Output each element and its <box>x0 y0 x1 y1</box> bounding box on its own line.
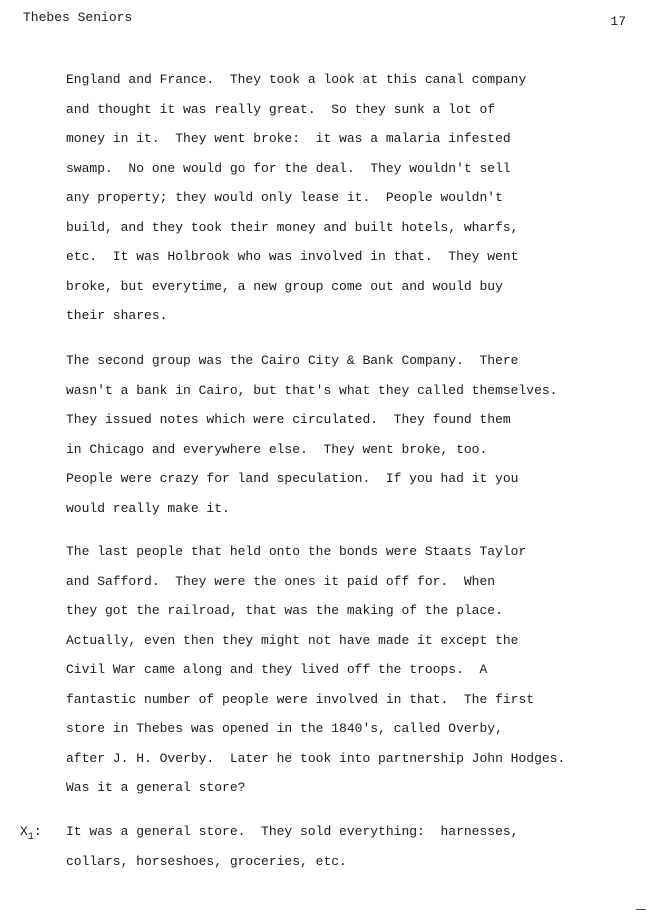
text-line: wasn't a bank in Cairo, but that's what they called themselves. <box>66 382 558 398</box>
text-line: and Safford. They were the ones it paid off for. When <box>66 573 496 589</box>
page-header <box>23 10 626 30</box>
speaker-letter: X <box>20 824 28 839</box>
text-line: fantastic number of people were involved in that. The first <box>66 691 535 707</box>
text-line: their shares. <box>66 308 168 323</box>
text-line: People were crazy for land speculation. If you had it you <box>66 471 519 486</box>
text-line: collars, horseshoes, groceries, etc. <box>66 853 347 869</box>
paragraph-canal-company <box>66 70 646 336</box>
text-line: swamp. No one would go for the deal. They wouldn't sell <box>66 160 511 176</box>
speaker-label <box>20 822 42 848</box>
text-line: in Chicago and everywhere else. They went broke, too. <box>66 441 488 457</box>
text-line: Civil War came along and they lived off the troops. A <box>66 662 488 677</box>
text-line: would really make it. <box>66 500 230 516</box>
text-line: broke, but everytime, a new group come out and would buy <box>66 278 503 294</box>
text-line: The second group was the Cairo City & Bank Company. There <box>66 353 519 368</box>
text-line: They issued notes which were circulated. They found them <box>66 412 511 427</box>
text-line: after J. H. Overby. Later he took into partnership John Hodges. <box>66 750 566 766</box>
text-line: store in Thebes was opened in the 1840's, called Overby, <box>66 721 503 736</box>
text-line: build, and they took their money and built hotels, wharfs, <box>66 219 519 235</box>
page-number: 17 <box>610 14 626 29</box>
text-line: It was a general store. They sold everything: harnesses, <box>66 824 519 839</box>
text-line: they got the railroad, that was the making of the place. <box>66 603 503 618</box>
text-line: England and France. They took a look at this canal company <box>66 72 527 87</box>
text-line: Actually, even then they might not have made it except the <box>66 632 519 648</box>
text-line: any property; they would only lease it. People wouldn't <box>66 190 503 205</box>
scan-corner-mark <box>636 909 646 910</box>
text-line: etc. It was Holbrook who was involved in that. They went <box>66 249 519 264</box>
text-line: and thought it was really great. So they sunk a lot of <box>66 101 496 117</box>
header-title: Thebes Seniors <box>23 10 133 25</box>
text-line: money in it. They went broke: it was a malaria infested <box>66 131 511 146</box>
text-line: The last people that held onto the bonds were Staats Taylor <box>66 544 527 559</box>
paragraph-cairo-bank <box>66 351 646 528</box>
text-line: Was it a general store? <box>66 780 246 795</box>
paragraph-bonds-railroad <box>66 542 646 808</box>
speaker-colon: : <box>33 824 42 839</box>
paragraph-general-store-answer <box>66 822 646 881</box>
speaker-subscript: 1 <box>27 832 34 843</box>
